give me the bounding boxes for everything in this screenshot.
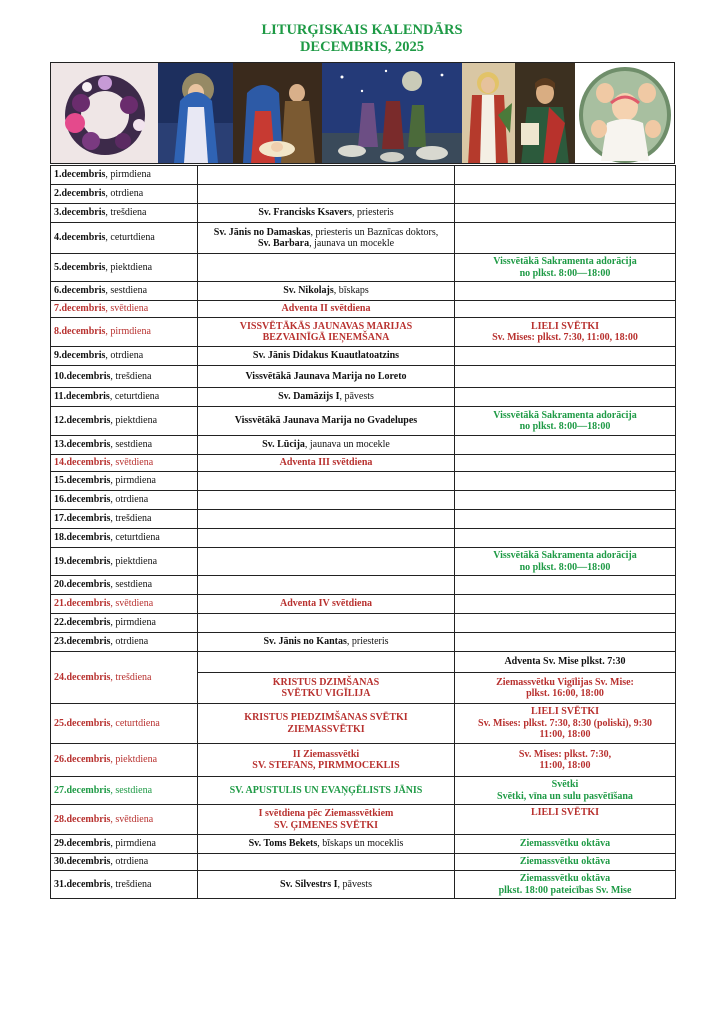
image-banner	[50, 62, 675, 164]
table-row: 25.decembris, ceturtdiena KRISTUS PIEDZIMŠANAS SVĒTKI ZIEMASSVĒTKI LIELI SVĒTKI Sv. Mises: plkst. 7:30, 8:30 (poliski), 9:30 11:00, 18:00	[51, 704, 676, 744]
page-title: LITURĢISKAIS KALENDĀRS	[261, 22, 463, 38]
table-row: 19.decembris, piektdiena Vissvētākā Sakramenta adorācija no plkst. 8:00—18:00	[51, 548, 676, 576]
table-row: 5.decembris, piektdiena Vissvētākā Sakramenta adorācija no plkst. 8:00—18:00	[51, 254, 676, 282]
nativity-image	[233, 63, 322, 163]
table-row: 26.decembris, piektdiena II Ziemassvētki SV. STEFANS, PIRMMOCEKLIS Sv. Mises: plkst. 7:30, 11:00, 18:00	[51, 744, 676, 777]
table-row: 29.decembris, pirmdiena Sv. Toms Bekets, bīskaps un moceklis Ziemassvētku oktāva	[51, 835, 676, 854]
virgin-mary-image	[158, 63, 233, 163]
table-row: 30.decembris, otrdiena Ziemassvētku oktāva	[51, 854, 676, 871]
page-header	[0, 22, 724, 56]
table-row: 13.decembris, sestdiena Sv. Lūcija, jaunava un mocekle	[51, 436, 676, 455]
table-row: 24.decembris, trešdiena KRISTUS DZIMŠANAS SVĒTKU VIGĪLIJA Adventa Sv. Mise plkst. 7:30 Ziemassvētku Vigīlijas Sv. Mise: plkst. 16:00, 18:00	[51, 652, 676, 704]
table-row: 28.decembris, svētdiena I svētdiena pēc Ziemassvētkiem SV. ĢIMENES SVĒTKI LIELI SVĒTKI	[51, 805, 676, 835]
table-row: 22.decembris, pirmdiena	[51, 614, 676, 633]
table-row: 4.decembris, ceturtdiena Sv. Jānis no Damaskas, priesteris un Baznīcas doktors, Sv. Barbara, jaunava un mocekle	[51, 223, 676, 254]
table-row: 27.decembris, sestdiena SV. APUSTULIS UN EVAŅĢĒLISTS JĀNIS Svētki Svētki, vīna un sulu pasvētīšana	[51, 777, 676, 805]
table-row: 17.decembris, trešdiena	[51, 510, 676, 529]
table-row: 20.decembris, sestdiena	[51, 576, 676, 595]
table-row: 12.decembris, piektdiena Vissvētākā Jaunava Marija no Gvadelupes Vissvētākā Sakramenta adorācija no plkst. 8:00—18:00	[51, 407, 676, 436]
table-row: 18.decembris, ceturtdiena	[51, 529, 676, 548]
shepherds-image	[322, 63, 462, 163]
table-row: 8.decembris, pirmdiena VISSVĒTĀKĀS JAUNAVAS MARIJAS BEZVAINĪGĀ IEŅEMŠANA LIELI SVĒTKI Sv. Mises: plkst. 7:30, 11:00, 18:00	[51, 318, 676, 347]
table-row: 10.decembris, trešdiena Vissvētākā Jaunava Marija no Loreto	[51, 366, 676, 388]
table-row: 2.decembris, otrdiena	[51, 185, 676, 204]
page-subtitle: DECEMBRIS, 2025	[299, 39, 425, 55]
table-row: 23.decembris, otrdiena Sv. Jānis no Kantas, priesteris	[51, 633, 676, 652]
table-row: 7.decembris, svētdiena Adventa II svētdiena	[51, 301, 676, 318]
table-row: 14.decembris, svētdiena Adventa III svētdiena	[51, 455, 676, 472]
table-row: 6.decembris, sestdiena Sv. Nikolajs, bīskaps	[51, 282, 676, 301]
table-row: 31.decembris, trešdiena Sv. Silvestrs I, pāvests Ziemassvētku oktāva plkst. 18:00 pateicības Sv. Mise	[51, 871, 676, 899]
table-row: 15.decembris, pirmdiena	[51, 472, 676, 491]
calendar-table	[50, 165, 676, 899]
saint-john-image	[515, 63, 575, 163]
table-row: 11.decembris, ceturtdiena Sv. Damāzijs I, pāvests	[51, 388, 676, 407]
table-row: 9.decembris, otrdiena Sv. Jānis Didakus Kuautlatoatzins	[51, 347, 676, 366]
saint-stephen-image	[462, 63, 515, 163]
holy-innocents-image	[575, 63, 674, 163]
table-row: 3.decembris, trešdiena Sv. Francisks Ksavers, priesteris	[51, 204, 676, 223]
table-row: 16.decembris, otrdiena	[51, 491, 676, 510]
table-row: 21.decembris, svētdiena Adventa IV svētdiena	[51, 595, 676, 614]
table-row: 1.decembris, pirmdiena	[51, 166, 676, 185]
advent-wreath-image	[51, 63, 158, 163]
